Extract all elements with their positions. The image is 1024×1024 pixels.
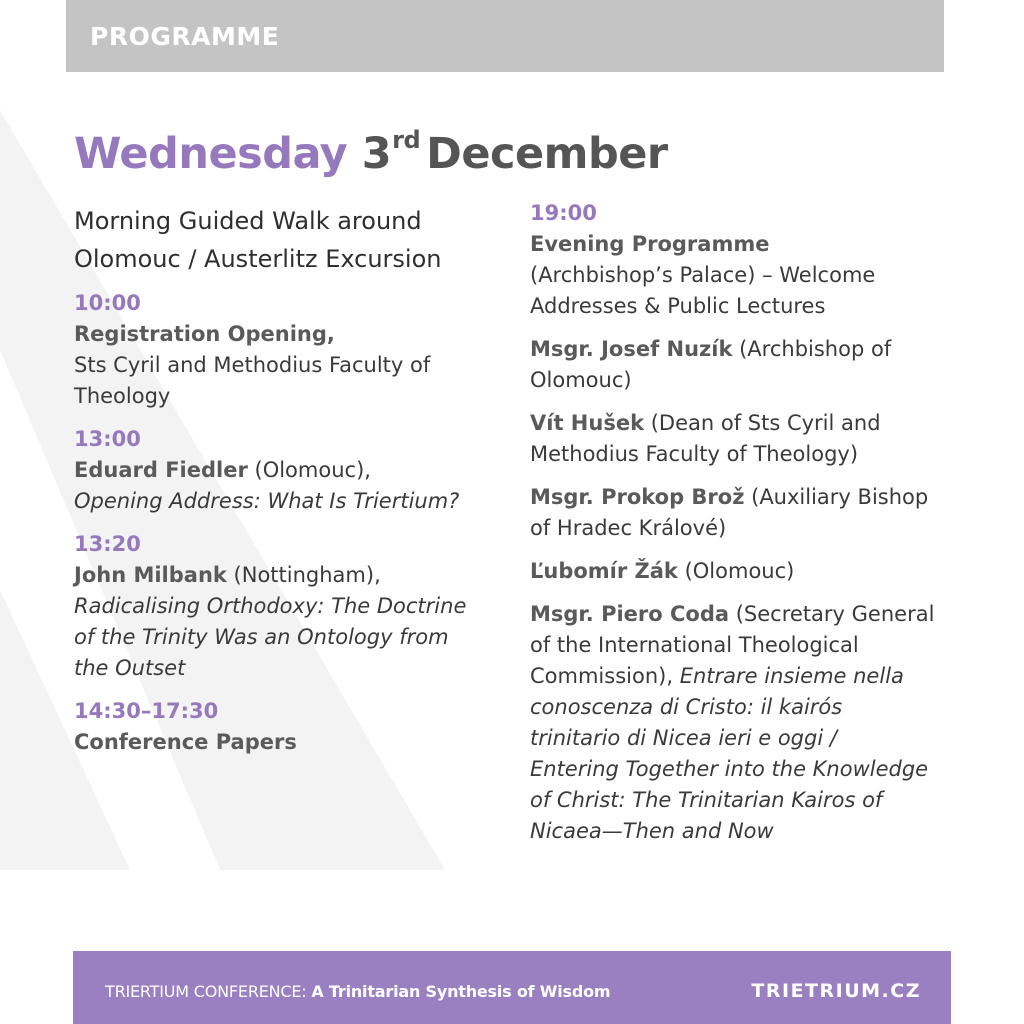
- header-bar: [66, 0, 944, 72]
- speaker-affiliation: (Nottingham),: [226, 563, 381, 587]
- morning-excursion: [74, 202, 514, 278]
- speaker-role-cont: Methodius Faculty of Theology): [530, 442, 859, 466]
- speaker-name: Msgr. Piero Coda: [530, 602, 730, 626]
- talk-title-line: trinitario di Nicea ieri e oggi /: [530, 726, 837, 750]
- speaker-role-cont: of the International Theological: [530, 633, 859, 657]
- footer-subtitle: A Trinitarian Synthesis of Wisdom: [311, 982, 611, 1001]
- entry-speaker-line: [74, 560, 514, 591]
- entry-title: Conference Papers: [74, 730, 297, 754]
- speaker-role-end: Commission),: [530, 664, 674, 688]
- entry-line: Theology: [74, 384, 171, 408]
- title-ordinal: rd: [392, 126, 421, 154]
- entry-title: Evening Programme: [530, 232, 770, 256]
- speaker-role-cont: Olomouc): [530, 368, 632, 392]
- title-month: December: [426, 129, 668, 179]
- left-column: [74, 202, 514, 770]
- title-day-number: 3: [361, 129, 392, 179]
- speaker-line: [530, 599, 970, 630]
- schedule-entry: [74, 696, 514, 758]
- talk-title-start: Entrare insieme nella: [673, 664, 904, 688]
- speaker-role-cont: of Hradec Králové): [530, 516, 727, 540]
- entry-time: 10:00: [74, 291, 141, 315]
- header-title: PROGRAMME: [90, 22, 280, 51]
- schedule-entry: [74, 424, 514, 517]
- speaker-name: Msgr. Josef Nuzík: [530, 337, 733, 361]
- talk-title-line: of Christ: The Trinitarian Kairos of: [530, 788, 883, 812]
- talk-title-line: conoscenza di Cristo: il kairós: [530, 695, 843, 719]
- footer-bar: [73, 951, 951, 1024]
- speaker-entry: [530, 408, 970, 470]
- entry-speaker-line: [74, 455, 514, 486]
- schedule-entry: [74, 529, 514, 684]
- speaker-affiliation: (Olomouc),: [247, 458, 371, 482]
- speaker-line: [530, 408, 970, 439]
- entry-time: 14:30–17:30: [74, 699, 219, 723]
- speaker-entry: [530, 599, 970, 847]
- speaker-role: (Secretary General: [729, 602, 935, 626]
- talk-title: Opening Address: What Is Triertium?: [74, 489, 460, 513]
- schedule-entry: [530, 198, 970, 322]
- talk-title-line: Radicalising Orthodoxy: The Doctrine: [74, 594, 467, 618]
- speaker-line: [530, 482, 970, 513]
- intro-line: Morning Guided Walk around: [74, 207, 422, 235]
- speaker-line: [530, 556, 970, 587]
- speaker-entry: [530, 556, 970, 587]
- speaker-name: Msgr. Prokop Brož: [530, 485, 745, 509]
- entry-time: 19:00: [530, 201, 597, 225]
- title-date: [361, 126, 668, 179]
- talk-title-line: Entering Together into the Knowledge: [530, 757, 929, 781]
- page-title: [74, 126, 668, 182]
- entry-line: (Archbishop’s Palace) – Welcome: [530, 263, 876, 287]
- footer-url: TRIETRIUM.CZ: [751, 980, 921, 1002]
- speaker-role-cont: [530, 661, 970, 692]
- entry-time: 13:00: [74, 427, 141, 451]
- speaker-role: (Olomouc): [677, 559, 795, 583]
- talk-title-line: the Outset: [74, 656, 186, 680]
- speaker-entry: [530, 334, 970, 396]
- talk-title-line: Nicaea—Then and Now: [530, 819, 774, 843]
- right-column: [530, 198, 970, 859]
- talk-title-line: of the Trinity Was an Ontology from: [74, 625, 449, 649]
- entry-title: Registration Opening,: [74, 322, 335, 346]
- speaker-name: Eduard Fiedler: [74, 458, 248, 482]
- entry-line: Addresses & Public Lectures: [530, 294, 826, 318]
- title-weekday: Wednesday: [74, 129, 348, 179]
- entry-line: Sts Cyril and Methodius Faculty of: [74, 353, 431, 377]
- speaker-name: Vít Hušek: [530, 411, 645, 435]
- footer-conference-name: [105, 982, 610, 1001]
- speaker-line: [530, 334, 970, 365]
- speaker-role: (Archbishop of: [732, 337, 892, 361]
- speaker-entry: [530, 482, 970, 544]
- intro-line: Olomouc / Austerlitz Excursion: [74, 245, 442, 273]
- speaker-role: (Auxiliary Bishop: [744, 485, 929, 509]
- entry-time: 13:20: [74, 532, 141, 556]
- speaker-name: John Milbank: [74, 563, 227, 587]
- schedule-entry: [74, 288, 514, 412]
- speaker-role: (Dean of Sts Cyril and: [644, 411, 881, 435]
- speaker-name: Ľubomír Žák: [530, 559, 678, 583]
- footer-prefix: TRIERTIUM CONFERENCE:: [105, 982, 312, 1001]
